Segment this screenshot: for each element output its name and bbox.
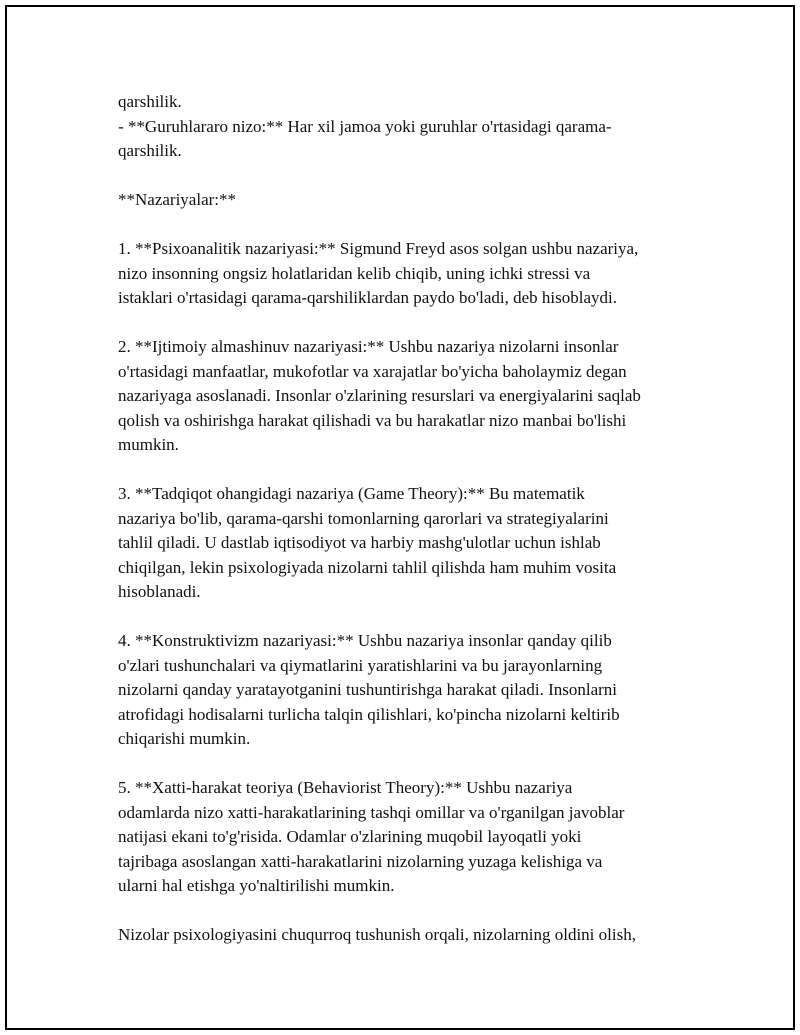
paragraph-conclusion: Nizolar psixologiyasini chuqurroq tushunish orqali, nizolarning oldini olish, <box>118 925 636 944</box>
paragraph-game-theory: 3. **Tadqiqot ohangidagi nazariya (Game Theory):** Bu matematik nazariya bo'lib, qarama-qarshi tomonlarning qarorlari va strategiyalarini tahlil qiladi. U dastlab iqtisodiyot va harbiy mashg'ulotlar uchun ishlab chiqilgan, lekin psixologiyada nizolarni tahlil qilishda ham muhim vosita hisoblanadi. <box>118 484 617 601</box>
paragraph-intergroup-conflict: qarshilik. - **Guruhlararo nizo:** Har xil jamoa yoki guruhlar o'rtasidagi qarama- qarshilik. <box>118 92 612 160</box>
heading-theories: **Nazariyalar:** <box>118 190 236 209</box>
paragraph-constructivism-theory: 4. **Konstruktivizm nazariyasi:** Ushbu nazariya insonlar qanday qilib o'zlari tushunchalari va qiymatlarini yaratishlarini va bu jarayonlarning nizolarni qanday yaratayotganini tushuntirishga harakat qiladi. Insonlarni atrofidagi hodisalarni turlicha talqin qilishlari, ko'pincha nizolarni keltirib chiqarishi mumkin. <box>118 631 620 748</box>
paragraph-behaviorist-theory: 5. **Xatti-harakat teoriya (Behaviorist Theory):** Ushbu nazariya odamlarda nizo xatti-harakatlarining tashqi omillar va o'rganilgan javoblar natijasi ekani to'g'risida. Odamlar o'zlarining muqobil layoqatli yoki tajribaga asoslangan xatti-harakatlarini nizolarning yuzaga kelishiga va ularni hal etishga yo'naltirilishi mumkin. <box>118 778 625 895</box>
document-body <box>118 90 698 972</box>
paragraph-social-exchange-theory: 2. **Ijtimoiy almashinuv nazariyasi:** Ushbu nazariya nizolarni insonlar o'rtasidagi manfaatlar, mukofotlar va xarajatlar bo'yicha baholaymiz degan nazariyaga asoslanadi. Insonlar o'zlarining resurslari va energiyalarini saqlab qolish va oshirishga harakat qilishadi va bu harakatlar nizo manbai bo'lishi mumkin. <box>118 337 641 454</box>
paragraph-psychoanalytic-theory: 1. **Psixoanalitik nazariyasi:** Sigmund Freyd asos solgan ushbu nazariya, nizo insonning ongsiz holatlaridan kelib chiqib, uning ichki stressi va istaklari o'rtasidagi qarama-qarshiliklardan paydo bo'ladi, deb hisoblaydi. <box>118 239 639 307</box>
